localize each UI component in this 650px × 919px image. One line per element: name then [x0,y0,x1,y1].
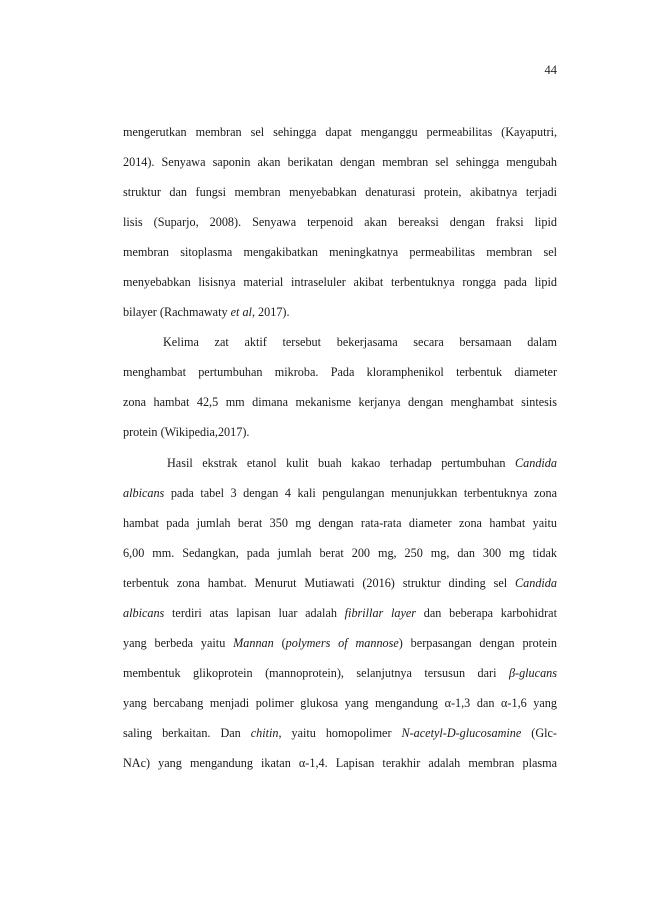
text-line: 6,00 mm. Sedangkan, pada jumlah berat 200 mg, 250 mg, dan 300 mg tidak [123,546,557,560]
text-line [123,487,557,499]
text-run: terdiri atas lapisan luar adalah [164,606,345,620]
italic-text: Mannan [233,636,274,650]
text-line: yang bercabang menjadi polimer glukosa yang mengandung α-1,3 dan α-1,6 yang [123,696,557,710]
text-line: mengerutkan membran sel sehingga dapat menganggu permeabilitas (Kayaputri, [123,125,557,139]
text-line [123,727,557,739]
text-line: lisis (Suparjo, 2008). Senyawa terpenoid akan bereaksi dengan fraksi lipid [123,215,557,229]
text-run: ) berpasangan dengan protein [398,636,557,650]
italic-text: fibrillar layer [344,606,417,620]
italic-text: Candida [515,456,557,470]
italic-text: chitin [250,726,279,740]
text-line: membran sitoplasma mengakibatkan meningkatnya permeabilitas membran sel [123,245,557,259]
text-line: 2014). Senyawa saponin akan berikatan dengan membran sel sehingga mengubah [123,155,557,169]
italic-text: albicans [123,486,165,500]
text-line: menyebabkan lisisnya material intraseluler akibat terbentuknya rongga pada lipid [123,275,557,289]
text-line: NAc) yang mengandung ikatan α-1,4. Lapisan terakhir adalah membran plasma [123,756,557,770]
italic-text: β-glucans [508,666,557,680]
text-line: hambat pada jumlah berat 350 mg dengan rata-rata diameter zona hambat yaitu [123,516,557,530]
italic-text: albicans [123,606,165,620]
page-number: 44 [544,63,557,77]
text-line: zona hambat 42,5 mm dimana mekanisme kerjanya dengan menghambat sintesis [123,395,557,409]
text-line: Kelima zat aktif tersebut bekerjasama secara bersamaan dalam [163,335,557,349]
italic-text: et al [230,305,252,319]
text-run: ( [273,636,286,650]
text-run: , 2017). [251,305,290,319]
text-run: terbentuk zona hambat. Menurut Mutiawati (2016) struktur dinding sel [123,576,516,590]
text-line [123,667,557,679]
italic-text: polymers of mannose [285,636,399,650]
text-run: pada tabel 3 dengan 4 kali pengulangan menunjukkan terbentuknya zona [164,486,557,500]
text-run: yang berbeda yaitu [123,636,234,650]
text-run: Hasil ekstrak etanol kulit buah kakao terhadap pertumbuhan [167,456,516,470]
text-line [167,457,557,469]
text-run: dan beberapa karbohidrat [416,606,557,620]
text-run: (Glc- [521,726,557,740]
text-run: bilayer (Rachmawaty [123,305,231,319]
text-line [123,607,557,619]
italic-text: N-acetyl-D-glucosamine [401,726,522,740]
text-run: membentuk glikoprotein (mannoprotein), selanjutnya tersusun dari [123,666,497,680]
italic-text: Candida [515,576,557,590]
text-line: menghambat pertumbuhan mikroba. Pada kloramphenikol terbentuk diameter [123,365,557,379]
text-line [123,577,557,589]
text-line [123,637,557,649]
text-line [123,306,557,318]
text-run: , yaitu homopolimer [278,726,402,740]
text-run: saling berkaitan. Dan [123,726,251,740]
text-line: struktur dan fungsi membran menyebabkan denaturasi protein, akibatnya terjadi [123,185,557,199]
text-line: protein (Wikipedia,2017). [123,425,250,439]
